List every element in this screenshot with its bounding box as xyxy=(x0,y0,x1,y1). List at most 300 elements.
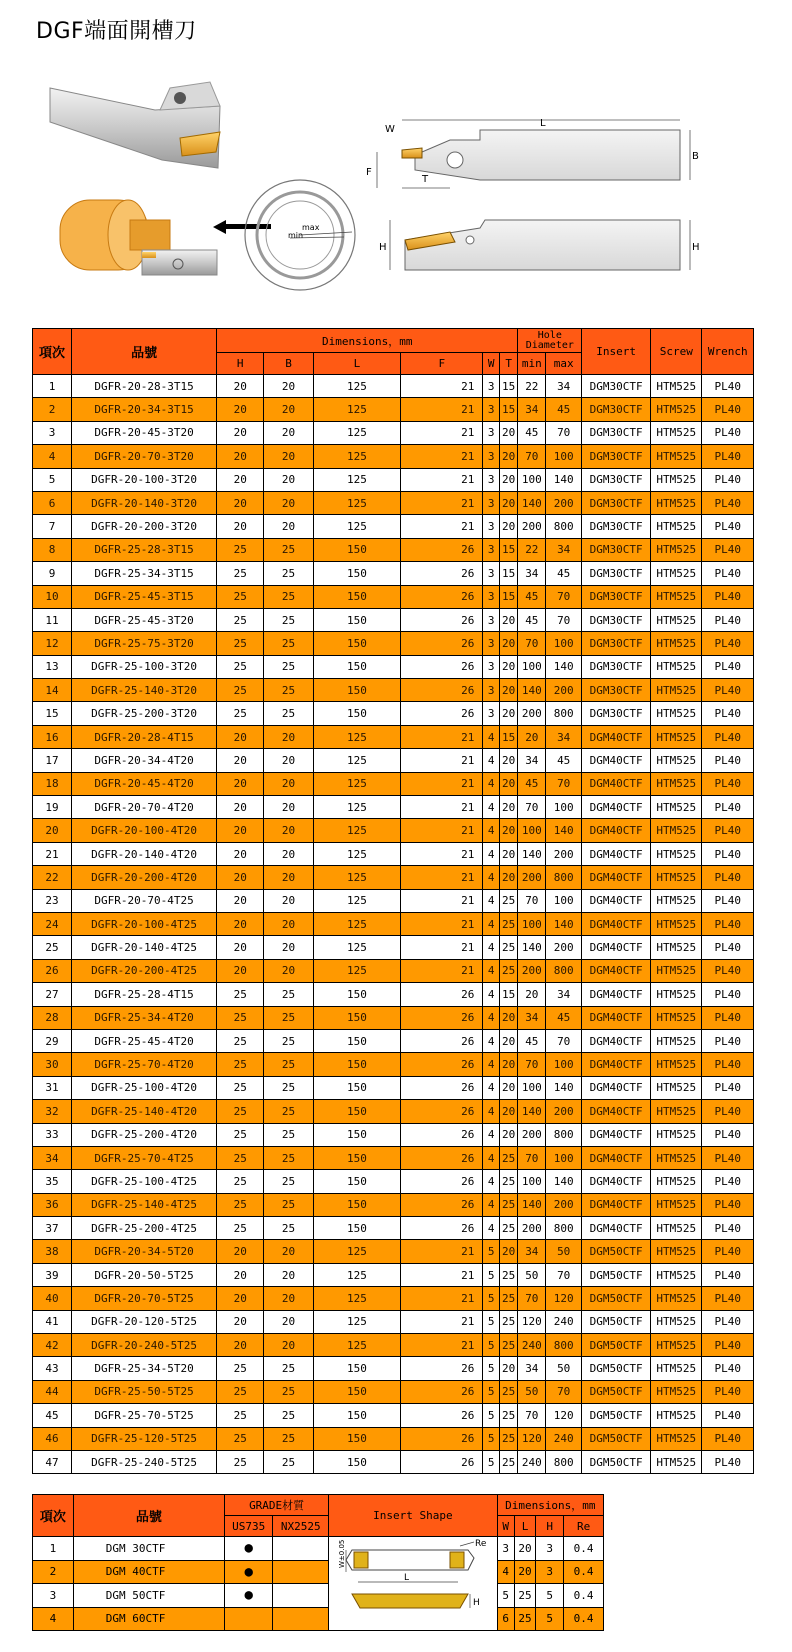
cell-t: 15 xyxy=(499,538,518,561)
cell-l: 150 xyxy=(313,1217,400,1240)
shape-re-label: Re xyxy=(474,1539,487,1549)
cell-max: 200 xyxy=(546,1193,582,1216)
shape-h-label: H xyxy=(472,1598,480,1608)
cell-model: DGFR-20-28-4T15 xyxy=(72,725,217,748)
cell-no: 12 xyxy=(33,632,72,655)
insert-table xyxy=(32,1494,604,1631)
cell-min: 50 xyxy=(518,1263,546,1286)
cell-max: 200 xyxy=(546,679,582,702)
cell-t: 20 xyxy=(499,819,518,842)
table-row xyxy=(33,959,754,982)
cell-l: 150 xyxy=(313,702,400,725)
cell-w: 5 xyxy=(483,1310,499,1333)
cell-no: 2 xyxy=(33,398,72,421)
cell-h: 25 xyxy=(217,702,264,725)
top-view-drawing xyxy=(366,118,699,188)
cell-f: 26 xyxy=(401,538,483,561)
cell-l: 125 xyxy=(313,796,400,819)
cell-wrench: PL40 xyxy=(702,725,754,748)
cell-h: 3 xyxy=(536,1560,564,1584)
cell-w: 5 xyxy=(483,1287,499,1310)
cell-l: 125 xyxy=(313,936,400,959)
cell-t: 20 xyxy=(499,608,518,631)
cell-f: 21 xyxy=(401,398,483,421)
cell-insert: DGM40CTF xyxy=(582,936,651,959)
cell-h: 25 xyxy=(217,562,264,585)
cell-wrench: PL40 xyxy=(702,515,754,538)
cell-f: 26 xyxy=(401,632,483,655)
cell-l: 125 xyxy=(313,375,400,398)
cell-h: 20 xyxy=(217,772,264,795)
cell-model: DGFR-20-45-3T20 xyxy=(72,421,217,444)
cell-screw: HTM525 xyxy=(651,1053,702,1076)
cell-insert: DGM50CTF xyxy=(582,1310,651,1333)
cell-min: 140 xyxy=(518,679,546,702)
cell-no: 39 xyxy=(33,1263,72,1286)
cell-screw: HTM525 xyxy=(651,796,702,819)
cell-model: DGFR-25-70-4T20 xyxy=(72,1053,217,1076)
cell-insert: DGM50CTF xyxy=(582,1263,651,1286)
table-row xyxy=(33,1170,754,1193)
cell-h: 20 xyxy=(217,842,264,865)
cell-h: 25 xyxy=(217,1076,264,1099)
cell-min: 100 xyxy=(518,1076,546,1099)
cell-re: 0.4 xyxy=(564,1584,604,1608)
cell-no: 8 xyxy=(33,538,72,561)
cell-t: 20 xyxy=(499,702,518,725)
table-row xyxy=(33,632,754,655)
cell-b: 25 xyxy=(264,538,313,561)
table-row xyxy=(33,468,754,491)
cell-f: 26 xyxy=(401,1193,483,1216)
cell-wrench: PL40 xyxy=(702,421,754,444)
cell-no: 41 xyxy=(33,1310,72,1333)
cell-b: 25 xyxy=(264,1217,313,1240)
cell-no: 1 xyxy=(33,1537,74,1561)
cell-model: DGFR-20-70-3T20 xyxy=(72,445,217,468)
cell-h: 20 xyxy=(217,912,264,935)
cell-w: 6 xyxy=(497,1607,514,1631)
cell-w: 4 xyxy=(483,1193,499,1216)
table-row xyxy=(33,1334,754,1357)
cell-wrench: PL40 xyxy=(702,1100,754,1123)
cell-insert: DGM30CTF xyxy=(582,445,651,468)
cell-f: 26 xyxy=(401,983,483,1006)
cell-screw: HTM525 xyxy=(651,608,702,631)
cell-no: 11 xyxy=(33,608,72,631)
cell-model: DGFR-20-45-4T20 xyxy=(72,772,217,795)
cell-b: 25 xyxy=(264,1427,313,1450)
cell-insert: DGM50CTF xyxy=(582,1287,651,1310)
cell-no: 25 xyxy=(33,936,72,959)
cell-t: 25 xyxy=(499,889,518,912)
cell-max: 140 xyxy=(546,1076,582,1099)
cell-f: 21 xyxy=(401,819,483,842)
cell-w: 3 xyxy=(483,491,499,514)
insert-table-body xyxy=(33,1537,604,1631)
cell-l: 20 xyxy=(514,1537,535,1561)
cell-wrench: PL40 xyxy=(702,1334,754,1357)
cell-no: 4 xyxy=(33,1607,74,1631)
cell-screw: HTM525 xyxy=(651,1450,702,1473)
tool-illustration xyxy=(30,60,760,315)
tool-holder-table-body xyxy=(33,375,754,1474)
cell-wrench: PL40 xyxy=(702,889,754,912)
table-row xyxy=(33,983,754,1006)
cell-b: 25 xyxy=(264,1006,313,1029)
cell-model: DGFR-20-240-5T25 xyxy=(72,1334,217,1357)
cell-wrench: PL40 xyxy=(702,1006,754,1029)
cell-max: 70 xyxy=(546,608,582,631)
cell-b: 20 xyxy=(264,842,313,865)
cell-screw: HTM525 xyxy=(651,936,702,959)
cell-max: 800 xyxy=(546,515,582,538)
cell-no: 18 xyxy=(33,772,72,795)
cell-t: 20 xyxy=(499,842,518,865)
cell-f: 21 xyxy=(401,725,483,748)
cell-f: 21 xyxy=(401,1287,483,1310)
cell-min: 34 xyxy=(518,398,546,421)
cell-min: 70 xyxy=(518,445,546,468)
cell-b: 20 xyxy=(264,445,313,468)
cell-screw: HTM525 xyxy=(651,749,702,772)
cell-b: 20 xyxy=(264,1287,313,1310)
cell-model: DGFR-25-100-4T25 xyxy=(72,1170,217,1193)
cell-h: 25 xyxy=(217,983,264,1006)
cell-b: 20 xyxy=(264,1263,313,1286)
cell-min: 200 xyxy=(518,1217,546,1240)
cell-t: 25 xyxy=(499,1310,518,1333)
cell-insert: DGM40CTF xyxy=(582,1029,651,1052)
cell-no: 38 xyxy=(33,1240,72,1263)
cell-t: 25 xyxy=(499,1146,518,1169)
cell-model: DGFR-25-240-5T25 xyxy=(72,1450,217,1473)
cell-b: 25 xyxy=(264,632,313,655)
cell-l: 150 xyxy=(313,1053,400,1076)
cell-w: 4 xyxy=(483,866,499,889)
cell-screw: HTM525 xyxy=(651,445,702,468)
insert-header-l: L xyxy=(514,1516,535,1537)
cell-no: 34 xyxy=(33,1146,72,1169)
cell-min: 200 xyxy=(518,702,546,725)
cell-model: DGFR-25-140-4T25 xyxy=(72,1193,217,1216)
cell-screw: HTM525 xyxy=(651,1263,702,1286)
cell-wrench: PL40 xyxy=(702,983,754,1006)
cell-min: 34 xyxy=(518,749,546,772)
cell-t: 15 xyxy=(499,562,518,585)
cell-min: 22 xyxy=(518,375,546,398)
cell-min: 100 xyxy=(518,1170,546,1193)
cell-screw: HTM525 xyxy=(651,632,702,655)
cell-no: 30 xyxy=(33,1053,72,1076)
dim-t-label: T xyxy=(422,174,429,185)
cell-h: 20 xyxy=(217,866,264,889)
cell-wrench: PL40 xyxy=(702,1380,754,1403)
cell-max: 140 xyxy=(546,912,582,935)
insert-header-nx2525: NX2525 xyxy=(273,1516,329,1537)
header-model: 品號 xyxy=(72,329,217,375)
cell-min: 140 xyxy=(518,936,546,959)
insert-header-shape: Insert Shape xyxy=(329,1495,497,1537)
cell-w: 4 xyxy=(483,1170,499,1193)
dim-l-label: L xyxy=(540,118,546,129)
cell-w: 5 xyxy=(483,1240,499,1263)
cell-insert: DGM50CTF xyxy=(582,1357,651,1380)
header-dimensions: Dimensions，mm xyxy=(217,329,518,353)
cell-l: 125 xyxy=(313,725,400,748)
table-row xyxy=(33,772,754,795)
cell-no: 37 xyxy=(33,1217,72,1240)
cell-l: 125 xyxy=(313,912,400,935)
cell-w: 3 xyxy=(483,468,499,491)
cell-wrench: PL40 xyxy=(702,1123,754,1146)
cell-wrench: PL40 xyxy=(702,398,754,421)
cell-min: 100 xyxy=(518,819,546,842)
cell-model: DGFR-25-100-3T20 xyxy=(72,655,217,678)
cell-screw: HTM525 xyxy=(651,889,702,912)
cell-t: 25 xyxy=(499,1427,518,1450)
cell-wrench: PL40 xyxy=(702,1240,754,1263)
cell-l: 150 xyxy=(313,1193,400,1216)
cell-t: 15 xyxy=(499,398,518,421)
dim-h-label-right: H xyxy=(692,242,700,253)
cell-w: 4 xyxy=(483,1123,499,1146)
table-row xyxy=(33,491,754,514)
cell-min: 100 xyxy=(518,912,546,935)
cell-w: 4 xyxy=(483,819,499,842)
cell-min: 34 xyxy=(518,1357,546,1380)
cell-min: 120 xyxy=(518,1427,546,1450)
cell-w: 4 xyxy=(483,1146,499,1169)
cell-w: 5 xyxy=(483,1263,499,1286)
cell-b: 25 xyxy=(264,1123,313,1146)
cell-f: 21 xyxy=(401,889,483,912)
header-insert: Insert xyxy=(582,329,651,375)
insert-header-model: 品號 xyxy=(73,1495,224,1537)
cell-f: 21 xyxy=(401,772,483,795)
cell-f: 21 xyxy=(401,912,483,935)
table-row xyxy=(33,515,754,538)
cell-no: 24 xyxy=(33,912,72,935)
cell-insert: DGM40CTF xyxy=(582,1100,651,1123)
cell-t: 20 xyxy=(499,772,518,795)
cell-max: 800 xyxy=(546,1217,582,1240)
cell-t: 20 xyxy=(499,796,518,819)
cell-wrench: PL40 xyxy=(702,538,754,561)
cell-b: 25 xyxy=(264,1053,313,1076)
cell-model: DGM 30CTF xyxy=(73,1537,224,1561)
cell-b: 20 xyxy=(264,515,313,538)
cell-w: 5 xyxy=(483,1404,499,1427)
cell-no: 44 xyxy=(33,1380,72,1403)
cell-h: 25 xyxy=(217,608,264,631)
table-row xyxy=(33,1100,754,1123)
cell-w: 3 xyxy=(483,515,499,538)
cell-min: 140 xyxy=(518,491,546,514)
cell-max: 34 xyxy=(546,375,582,398)
cell-no: 4 xyxy=(33,445,72,468)
cell-insert: DGM30CTF xyxy=(582,679,651,702)
cell-screw: HTM525 xyxy=(651,585,702,608)
insert-header-w: W xyxy=(497,1516,514,1537)
cell-max: 800 xyxy=(546,1123,582,1146)
cell-model: DGFR-25-200-3T20 xyxy=(72,702,217,725)
cell-f: 21 xyxy=(401,1263,483,1286)
cell-no: 13 xyxy=(33,655,72,678)
dim-h-label-left: H xyxy=(379,242,387,253)
cell-min: 45 xyxy=(518,608,546,631)
cell-wrench: PL40 xyxy=(702,445,754,468)
cell-model: DGFR-25-120-5T25 xyxy=(72,1427,217,1450)
header-min: min xyxy=(518,353,546,375)
cell-h: 25 xyxy=(217,1006,264,1029)
cell-wrench: PL40 xyxy=(702,632,754,655)
cell-max: 100 xyxy=(546,796,582,819)
cell-insert: DGM50CTF xyxy=(582,1334,651,1357)
cell-l: 125 xyxy=(313,515,400,538)
cell-nx2525 xyxy=(273,1584,329,1608)
insert-header-re: Re xyxy=(564,1516,604,1537)
cell-model: DGM 50CTF xyxy=(73,1584,224,1608)
cell-wrench: PL40 xyxy=(702,1427,754,1450)
table-row xyxy=(33,889,754,912)
cell-w: 4 xyxy=(483,1217,499,1240)
cell-b: 20 xyxy=(264,468,313,491)
table-row xyxy=(33,655,754,678)
cell-insert: DGM40CTF xyxy=(582,725,651,748)
cell-min: 200 xyxy=(518,515,546,538)
cell-h: 20 xyxy=(217,749,264,772)
table-row xyxy=(33,398,754,421)
cell-b: 20 xyxy=(264,889,313,912)
cell-screw: HTM525 xyxy=(651,1310,702,1333)
cell-wrench: PL40 xyxy=(702,1170,754,1193)
cell-f: 26 xyxy=(401,608,483,631)
cell-screw: HTM525 xyxy=(651,1006,702,1029)
cell-model: DGFR-25-45-3T20 xyxy=(72,608,217,631)
cell-l: 125 xyxy=(313,468,400,491)
cell-f: 21 xyxy=(401,842,483,865)
cell-no: 21 xyxy=(33,842,72,865)
cell-f: 21 xyxy=(401,796,483,819)
cell-min: 45 xyxy=(518,585,546,608)
cell-max: 200 xyxy=(546,491,582,514)
cell-screw: HTM525 xyxy=(651,1193,702,1216)
cell-insert: DGM30CTF xyxy=(582,585,651,608)
cell-min: 140 xyxy=(518,842,546,865)
cell-screw: HTM525 xyxy=(651,515,702,538)
cell-wrench: PL40 xyxy=(702,1287,754,1310)
cell-screw: HTM525 xyxy=(651,842,702,865)
cell-model: DGFR-20-140-4T25 xyxy=(72,936,217,959)
cell-no: 27 xyxy=(33,983,72,1006)
cell-l: 150 xyxy=(313,1404,400,1427)
cell-model: DGFR-20-70-4T25 xyxy=(72,889,217,912)
cell-l: 125 xyxy=(313,1310,400,1333)
cell-wrench: PL40 xyxy=(702,585,754,608)
cell-h: 25 xyxy=(217,1100,264,1123)
cell-model: DGFR-25-200-4T20 xyxy=(72,1123,217,1146)
cell-t: 20 xyxy=(499,1006,518,1029)
header-max: max xyxy=(546,353,582,375)
cell-b: 25 xyxy=(264,1404,313,1427)
cell-insert: DGM40CTF xyxy=(582,819,651,842)
cell-f: 21 xyxy=(401,515,483,538)
cell-model: DGFR-25-75-3T20 xyxy=(72,632,217,655)
table-row xyxy=(33,375,754,398)
cell-insert: DGM30CTF xyxy=(582,398,651,421)
cell-max: 50 xyxy=(546,1357,582,1380)
cell-t: 20 xyxy=(499,1076,518,1099)
cell-model: DGFR-20-200-3T20 xyxy=(72,515,217,538)
dim-w-label: W xyxy=(385,124,395,135)
cell-f: 21 xyxy=(401,959,483,982)
cell-screw: HTM525 xyxy=(651,725,702,748)
cell-min: 22 xyxy=(518,538,546,561)
cell-insert: DGM30CTF xyxy=(582,608,651,631)
cell-screw: HTM525 xyxy=(651,959,702,982)
cell-insert: DGM40CTF xyxy=(582,866,651,889)
cell-insert: DGM50CTF xyxy=(582,1427,651,1450)
cell-no: 47 xyxy=(33,1450,72,1473)
cell-t: 25 xyxy=(499,1450,518,1473)
cell-no: 36 xyxy=(33,1193,72,1216)
cell-w: 4 xyxy=(483,1100,499,1123)
cell-screw: HTM525 xyxy=(651,1076,702,1099)
cell-min: 34 xyxy=(518,562,546,585)
cell-min: 100 xyxy=(518,655,546,678)
cell-t: 20 xyxy=(499,749,518,772)
insert-shape-drawing xyxy=(329,1537,497,1631)
cell-model: DGFR-20-100-3T20 xyxy=(72,468,217,491)
cell-no: 35 xyxy=(33,1170,72,1193)
cell-wrench: PL40 xyxy=(702,608,754,631)
cell-h: 20 xyxy=(217,398,264,421)
header-l: L xyxy=(313,353,400,375)
cell-max: 800 xyxy=(546,1450,582,1473)
cell-max: 240 xyxy=(546,1310,582,1333)
cell-min: 45 xyxy=(518,772,546,795)
cell-f: 21 xyxy=(401,421,483,444)
cell-l: 150 xyxy=(313,1123,400,1146)
cell-no: 46 xyxy=(33,1427,72,1450)
cell-model: DGFR-20-34-5T20 xyxy=(72,1240,217,1263)
cell-max: 800 xyxy=(546,1334,582,1357)
cell-screw: HTM525 xyxy=(651,655,702,678)
cell-b: 25 xyxy=(264,1170,313,1193)
cell-screw: HTM525 xyxy=(651,1217,702,1240)
cell-b: 25 xyxy=(264,655,313,678)
cell-no: 16 xyxy=(33,725,72,748)
cell-insert: DGM30CTF xyxy=(582,562,651,585)
cell-t: 15 xyxy=(499,585,518,608)
cell-h: 20 xyxy=(217,468,264,491)
cell-w: 3 xyxy=(483,421,499,444)
cell-no: 19 xyxy=(33,796,72,819)
cell-no: 29 xyxy=(33,1029,72,1052)
cell-h: 20 xyxy=(217,725,264,748)
table-row xyxy=(33,1560,604,1584)
cell-no: 20 xyxy=(33,819,72,842)
cell-no: 45 xyxy=(33,1404,72,1427)
cell-h: 5 xyxy=(536,1584,564,1608)
cell-min: 45 xyxy=(518,1029,546,1052)
table-row xyxy=(33,819,754,842)
table-row xyxy=(33,1006,754,1029)
cell-screw: HTM525 xyxy=(651,375,702,398)
table-row xyxy=(33,1146,754,1169)
cell-t: 25 xyxy=(499,936,518,959)
